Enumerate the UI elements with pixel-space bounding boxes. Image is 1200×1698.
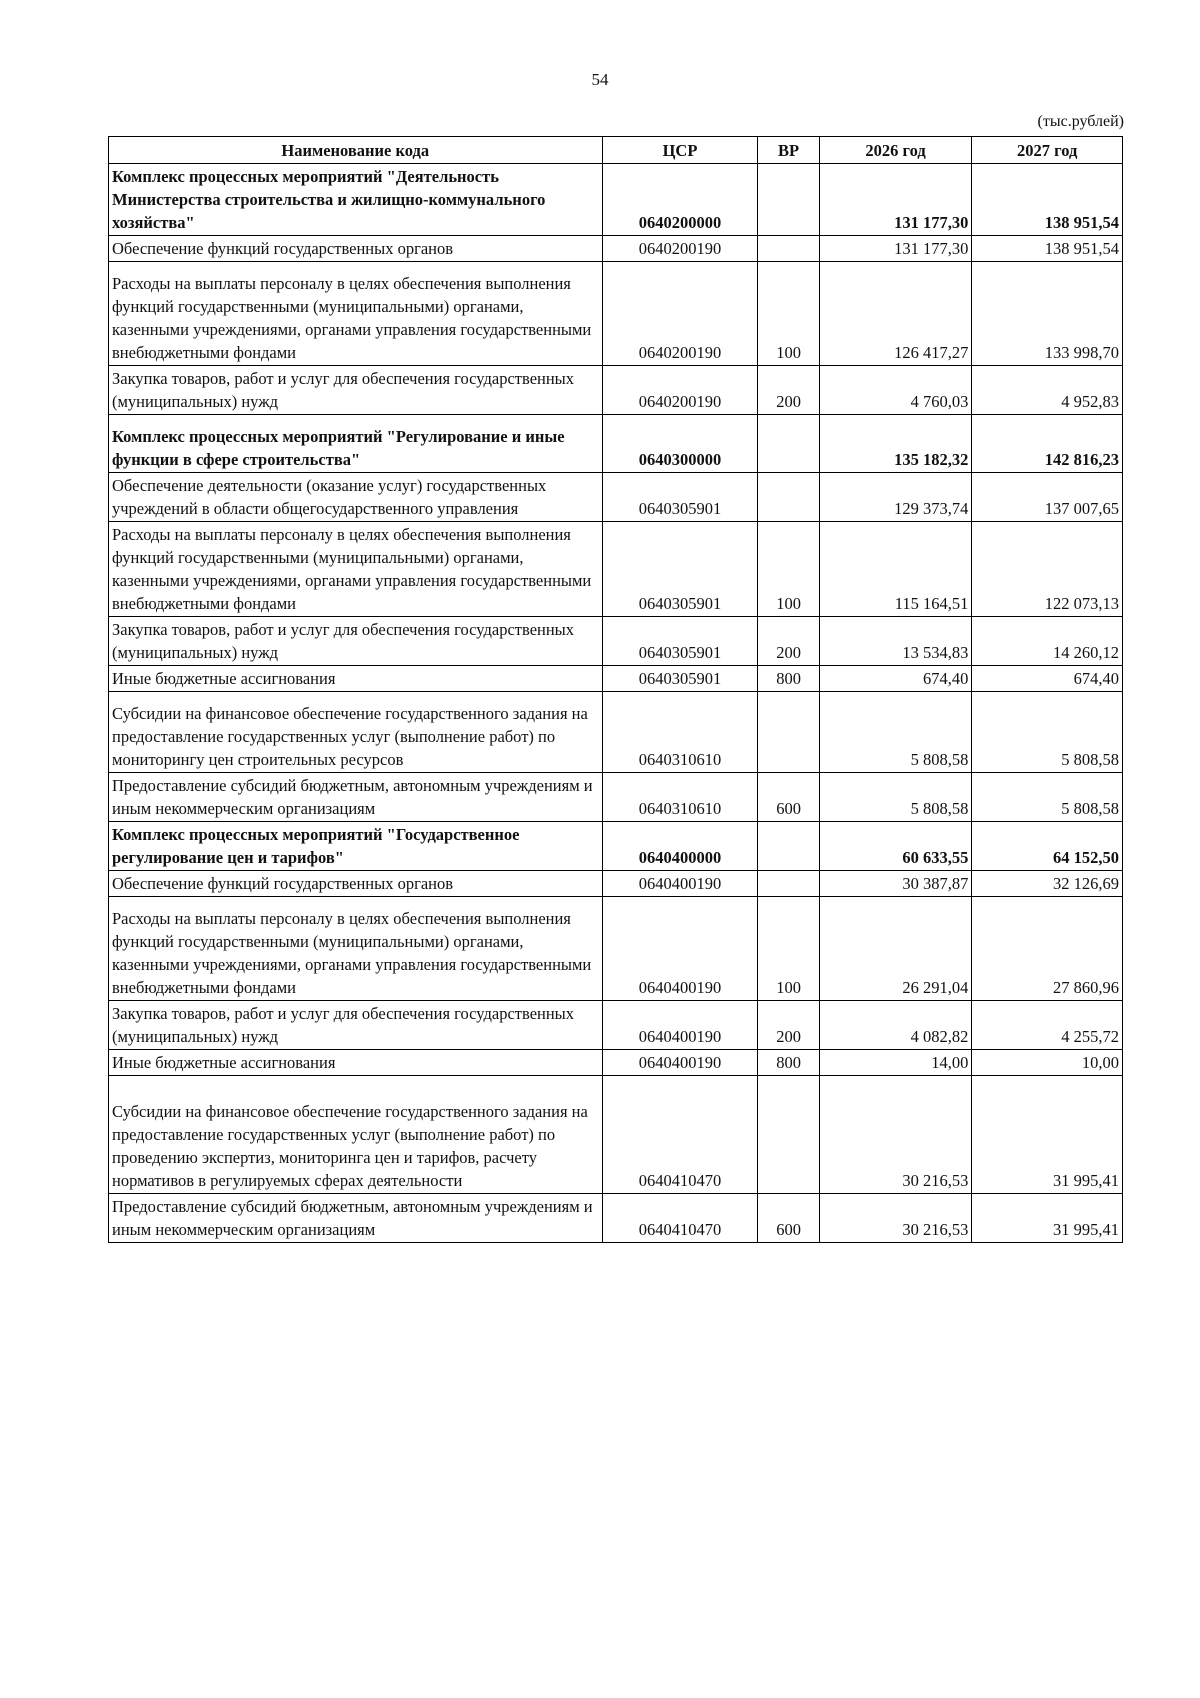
cell-name: Субсидии на финансовое обеспечение государственного задания на предоставление государственных услуг (выполнение работ) по мониторингу цен строительных ресурсов — [109, 692, 603, 773]
cell-2027: 122 073,13 — [972, 522, 1123, 617]
cell-csr: 0640400190 — [602, 1050, 758, 1076]
cell-2027: 4 952,83 — [972, 366, 1123, 415]
cell-vr: 200 — [758, 617, 819, 666]
cell-2027: 10,00 — [972, 1050, 1123, 1076]
table-row — [109, 262, 1123, 366]
cell-csr: 0640200190 — [602, 236, 758, 262]
table-row — [109, 871, 1123, 897]
cell-name: Обеспечение функций государственных органов — [109, 236, 603, 262]
cell-2026: 115 164,51 — [819, 522, 972, 617]
cell-name: Расходы на выплаты персоналу в целях обеспечения выполнения функций государственными (муниципальными) органами, казенными учреждениями, органами управления государственными внебюджетными фондами — [109, 522, 603, 617]
cell-csr: 0640305901 — [602, 617, 758, 666]
column-header-vr: ВР — [758, 137, 819, 164]
cell-name: Закупка товаров, работ и услуг для обеспечения государственных (муниципальных) нужд — [109, 617, 603, 666]
table-row — [109, 1001, 1123, 1050]
cell-name: Закупка товаров, работ и услуг для обеспечения государственных (муниципальных) нужд — [109, 366, 603, 415]
cell-2026: 5 808,58 — [819, 773, 972, 822]
cell-vr: 200 — [758, 366, 819, 415]
cell-name: Субсидии на финансовое обеспечение государственного задания на предоставление государственных услуг (выполнение работ) по проведению экспертиз, мониторинга цен и тарифов, расчету нормативов в регулируемых сферах деятельности — [109, 1076, 603, 1194]
cell-name: Обеспечение функций государственных органов — [109, 871, 603, 897]
cell-2026: 26 291,04 — [819, 897, 972, 1001]
column-header-2027: 2027 год — [972, 137, 1123, 164]
cell-2027: 4 255,72 — [972, 1001, 1123, 1050]
table-row — [109, 666, 1123, 692]
cell-csr: 0640410470 — [602, 1076, 758, 1194]
cell-2026: 131 177,30 — [819, 236, 972, 262]
table-row — [109, 897, 1123, 1001]
cell-csr: 0640305901 — [602, 666, 758, 692]
table-row — [109, 415, 1123, 473]
column-header-name: Наименование кода — [109, 137, 603, 164]
table-row — [109, 773, 1123, 822]
cell-name: Комплекс процессных мероприятий "Государственное регулирование цен и тарифов" — [109, 822, 603, 871]
cell-vr: 100 — [758, 522, 819, 617]
cell-vr: 800 — [758, 1050, 819, 1076]
cell-2026: 129 373,74 — [819, 473, 972, 522]
cell-2027: 142 816,23 — [972, 415, 1123, 473]
cell-2027: 14 260,12 — [972, 617, 1123, 666]
cell-2027: 31 995,41 — [972, 1194, 1123, 1243]
cell-2027: 32 126,69 — [972, 871, 1123, 897]
cell-2027: 5 808,58 — [972, 692, 1123, 773]
column-header-csr: ЦСР — [602, 137, 758, 164]
table-header-row — [109, 137, 1123, 164]
cell-2026: 13 534,83 — [819, 617, 972, 666]
cell-vr — [758, 1076, 819, 1194]
cell-vr — [758, 473, 819, 522]
cell-vr — [758, 236, 819, 262]
cell-csr: 0640200190 — [602, 262, 758, 366]
cell-csr: 0640400190 — [602, 871, 758, 897]
cell-2026: 60 633,55 — [819, 822, 972, 871]
cell-name: Предоставление субсидий бюджетным, автономным учреждениям и иным некоммерческим организациям — [109, 773, 603, 822]
table-row — [109, 366, 1123, 415]
cell-name: Иные бюджетные ассигнования — [109, 666, 603, 692]
column-header-2026: 2026 год — [819, 137, 972, 164]
cell-2026: 30 387,87 — [819, 871, 972, 897]
table-row — [109, 164, 1123, 236]
cell-2026: 126 417,27 — [819, 262, 972, 366]
table-row — [109, 822, 1123, 871]
cell-csr: 0640310610 — [602, 692, 758, 773]
cell-2027: 5 808,58 — [972, 773, 1123, 822]
cell-csr: 0640300000 — [602, 415, 758, 473]
cell-2027: 133 998,70 — [972, 262, 1123, 366]
cell-2027: 137 007,65 — [972, 473, 1123, 522]
table-row — [109, 473, 1123, 522]
cell-name: Иные бюджетные ассигнования — [109, 1050, 603, 1076]
table-row — [109, 1050, 1123, 1076]
cell-2027: 138 951,54 — [972, 236, 1123, 262]
cell-csr: 0640305901 — [602, 522, 758, 617]
cell-2026: 135 182,32 — [819, 415, 972, 473]
cell-2027: 64 152,50 — [972, 822, 1123, 871]
cell-2026: 30 216,53 — [819, 1194, 972, 1243]
budget-table — [108, 136, 1123, 1243]
cell-vr: 600 — [758, 773, 819, 822]
cell-2026: 674,40 — [819, 666, 972, 692]
cell-2027: 138 951,54 — [972, 164, 1123, 236]
cell-name: Расходы на выплаты персоналу в целях обеспечения выполнения функций государственными (муниципальными) органами, казенными учреждениями, органами управления государственными внебюджетными фондами — [109, 897, 603, 1001]
cell-vr: 200 — [758, 1001, 819, 1050]
cell-vr — [758, 164, 819, 236]
cell-name: Обеспечение деятельности (оказание услуг) государственных учреждений в области общегосударственного управления — [109, 473, 603, 522]
cell-name: Предоставление субсидий бюджетным, автономным учреждениям и иным некоммерческим организациям — [109, 1194, 603, 1243]
cell-csr: 0640305901 — [602, 473, 758, 522]
table-row — [109, 617, 1123, 666]
cell-csr: 0640400190 — [602, 897, 758, 1001]
cell-2026: 14,00 — [819, 1050, 972, 1076]
table-row — [109, 692, 1123, 773]
cell-vr — [758, 822, 819, 871]
cell-vr: 800 — [758, 666, 819, 692]
cell-2027: 27 860,96 — [972, 897, 1123, 1001]
cell-csr: 0640400000 — [602, 822, 758, 871]
table-row — [109, 1076, 1123, 1194]
table-row — [109, 1194, 1123, 1243]
cell-vr — [758, 415, 819, 473]
cell-name: Закупка товаров, работ и услуг для обеспечения государственных (муниципальных) нужд — [109, 1001, 603, 1050]
cell-2027: 674,40 — [972, 666, 1123, 692]
table-row — [109, 522, 1123, 617]
cell-name: Комплекс процессных мероприятий "Деятельность Министерства строительства и жилищно-коммунального хозяйства" — [109, 164, 603, 236]
cell-vr: 100 — [758, 897, 819, 1001]
cell-name: Расходы на выплаты персоналу в целях обеспечения выполнения функций государственными (муниципальными) органами, казенными учреждениями, органами управления государственными внебюджетными фондами — [109, 262, 603, 366]
cell-csr: 0640310610 — [602, 773, 758, 822]
cell-csr: 0640400190 — [602, 1001, 758, 1050]
unit-label: (тыс.рублей) — [1037, 113, 1124, 130]
cell-csr: 0640200190 — [602, 366, 758, 415]
cell-csr: 0640410470 — [602, 1194, 758, 1243]
table-body — [109, 164, 1123, 1243]
cell-vr — [758, 871, 819, 897]
cell-csr: 0640200000 — [602, 164, 758, 236]
cell-2027: 31 995,41 — [972, 1076, 1123, 1194]
cell-2026: 4 082,82 — [819, 1001, 972, 1050]
cell-vr — [758, 692, 819, 773]
cell-2026: 131 177,30 — [819, 164, 972, 236]
cell-2026: 30 216,53 — [819, 1076, 972, 1194]
cell-name: Комплекс процессных мероприятий "Регулирование и иные функции в сфере строительства" — [109, 415, 603, 473]
cell-2026: 4 760,03 — [819, 366, 972, 415]
page-number: 54 — [591, 70, 609, 89]
table-row — [109, 236, 1123, 262]
cell-2026: 5 808,58 — [819, 692, 972, 773]
cell-vr: 100 — [758, 262, 819, 366]
cell-vr: 600 — [758, 1194, 819, 1243]
